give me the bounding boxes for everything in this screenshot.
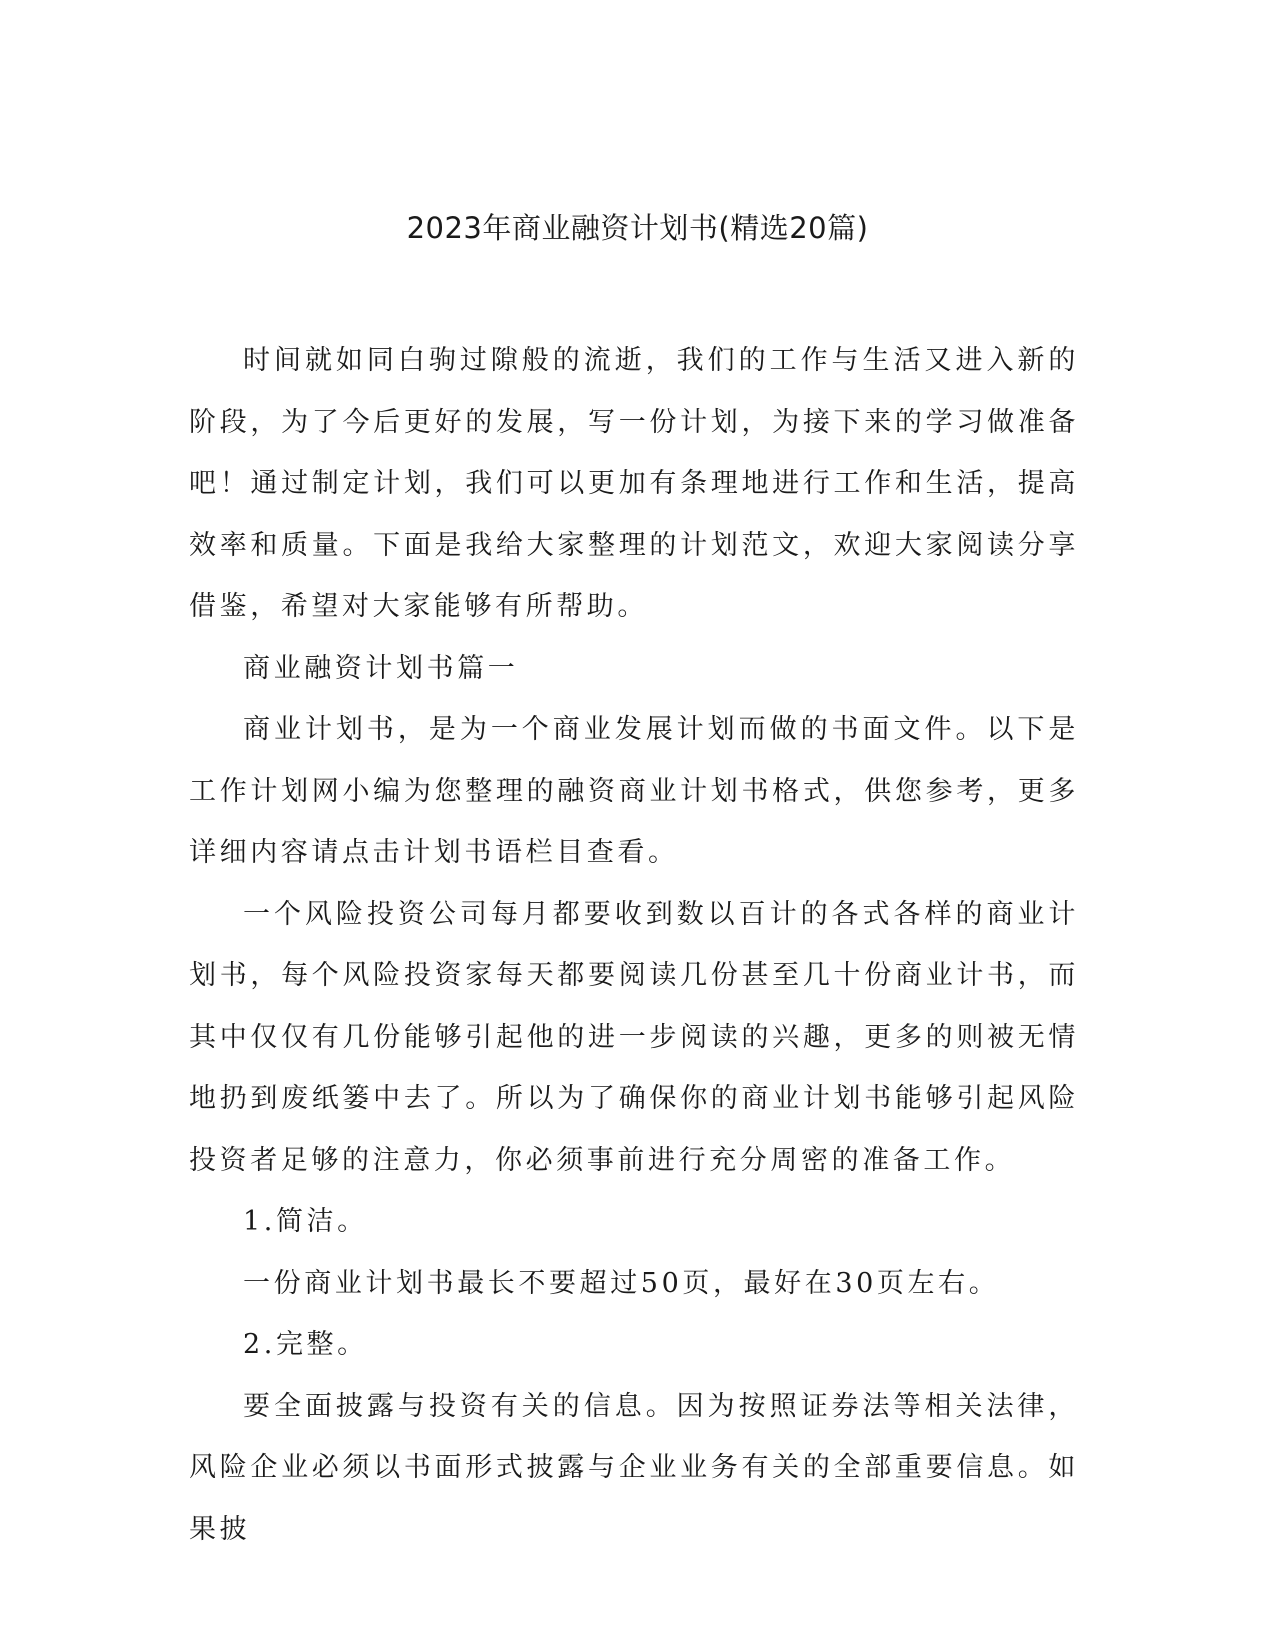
- body-paragraph: 商业计划书，是为一个商业发展计划而做的书面文件。以下是工作计划网小编为您整理的融资商业计划书格式，供您参考，更多详细内容请点击计划书语栏目查看。: [189, 714, 1079, 868]
- body-paragraph: 要全面披露与投资有关的信息。因为按照证券法等相关法律，风险企业必须以书面形式披露与企业业务有关的全部重要信息。如果披: [189, 1390, 1079, 1545]
- document-body: [189, 330, 1079, 1560]
- list-item-heading: 2.完整。: [243, 1329, 368, 1360]
- document-title: 2023年商业融资计划书(精选20篇): [406, 211, 869, 245]
- section-heading: 商业融资计划书篇一: [243, 652, 519, 684]
- list-item-heading: 1.简洁。: [243, 1206, 368, 1237]
- body-paragraph: 一份商业计划书最长不要超过50页，最好在30页左右。: [243, 1267, 1000, 1299]
- body-paragraph: 一个风险投资公司每月都要收到数以百计的各式各样的商业计划书，每个风险投资家每天都要阅读几份甚至几十份商业计书，而其中仅仅有几份能够引起他的进一步阅读的兴趣，更多的则被无情地扔到废纸篓中去了。所以为了确保你的商业计划书能够引起风险投资者足够的注意力，你必须事前进行充分周密的准备工作。: [189, 898, 1079, 1176]
- intro-paragraph: 时间就如同白驹过隙般的流逝，我们的工作与生活又进入新的阶段，为了今后更好的发展，写一份计划，为接下来的学习做准备吧！通过制定计划，我们可以更加有条理地进行工作和生活，提高效率和质量。下面是我给大家整理的计划范文，欢迎大家阅读分享借鉴，希望对大家能够有所帮助。: [189, 345, 1079, 622]
